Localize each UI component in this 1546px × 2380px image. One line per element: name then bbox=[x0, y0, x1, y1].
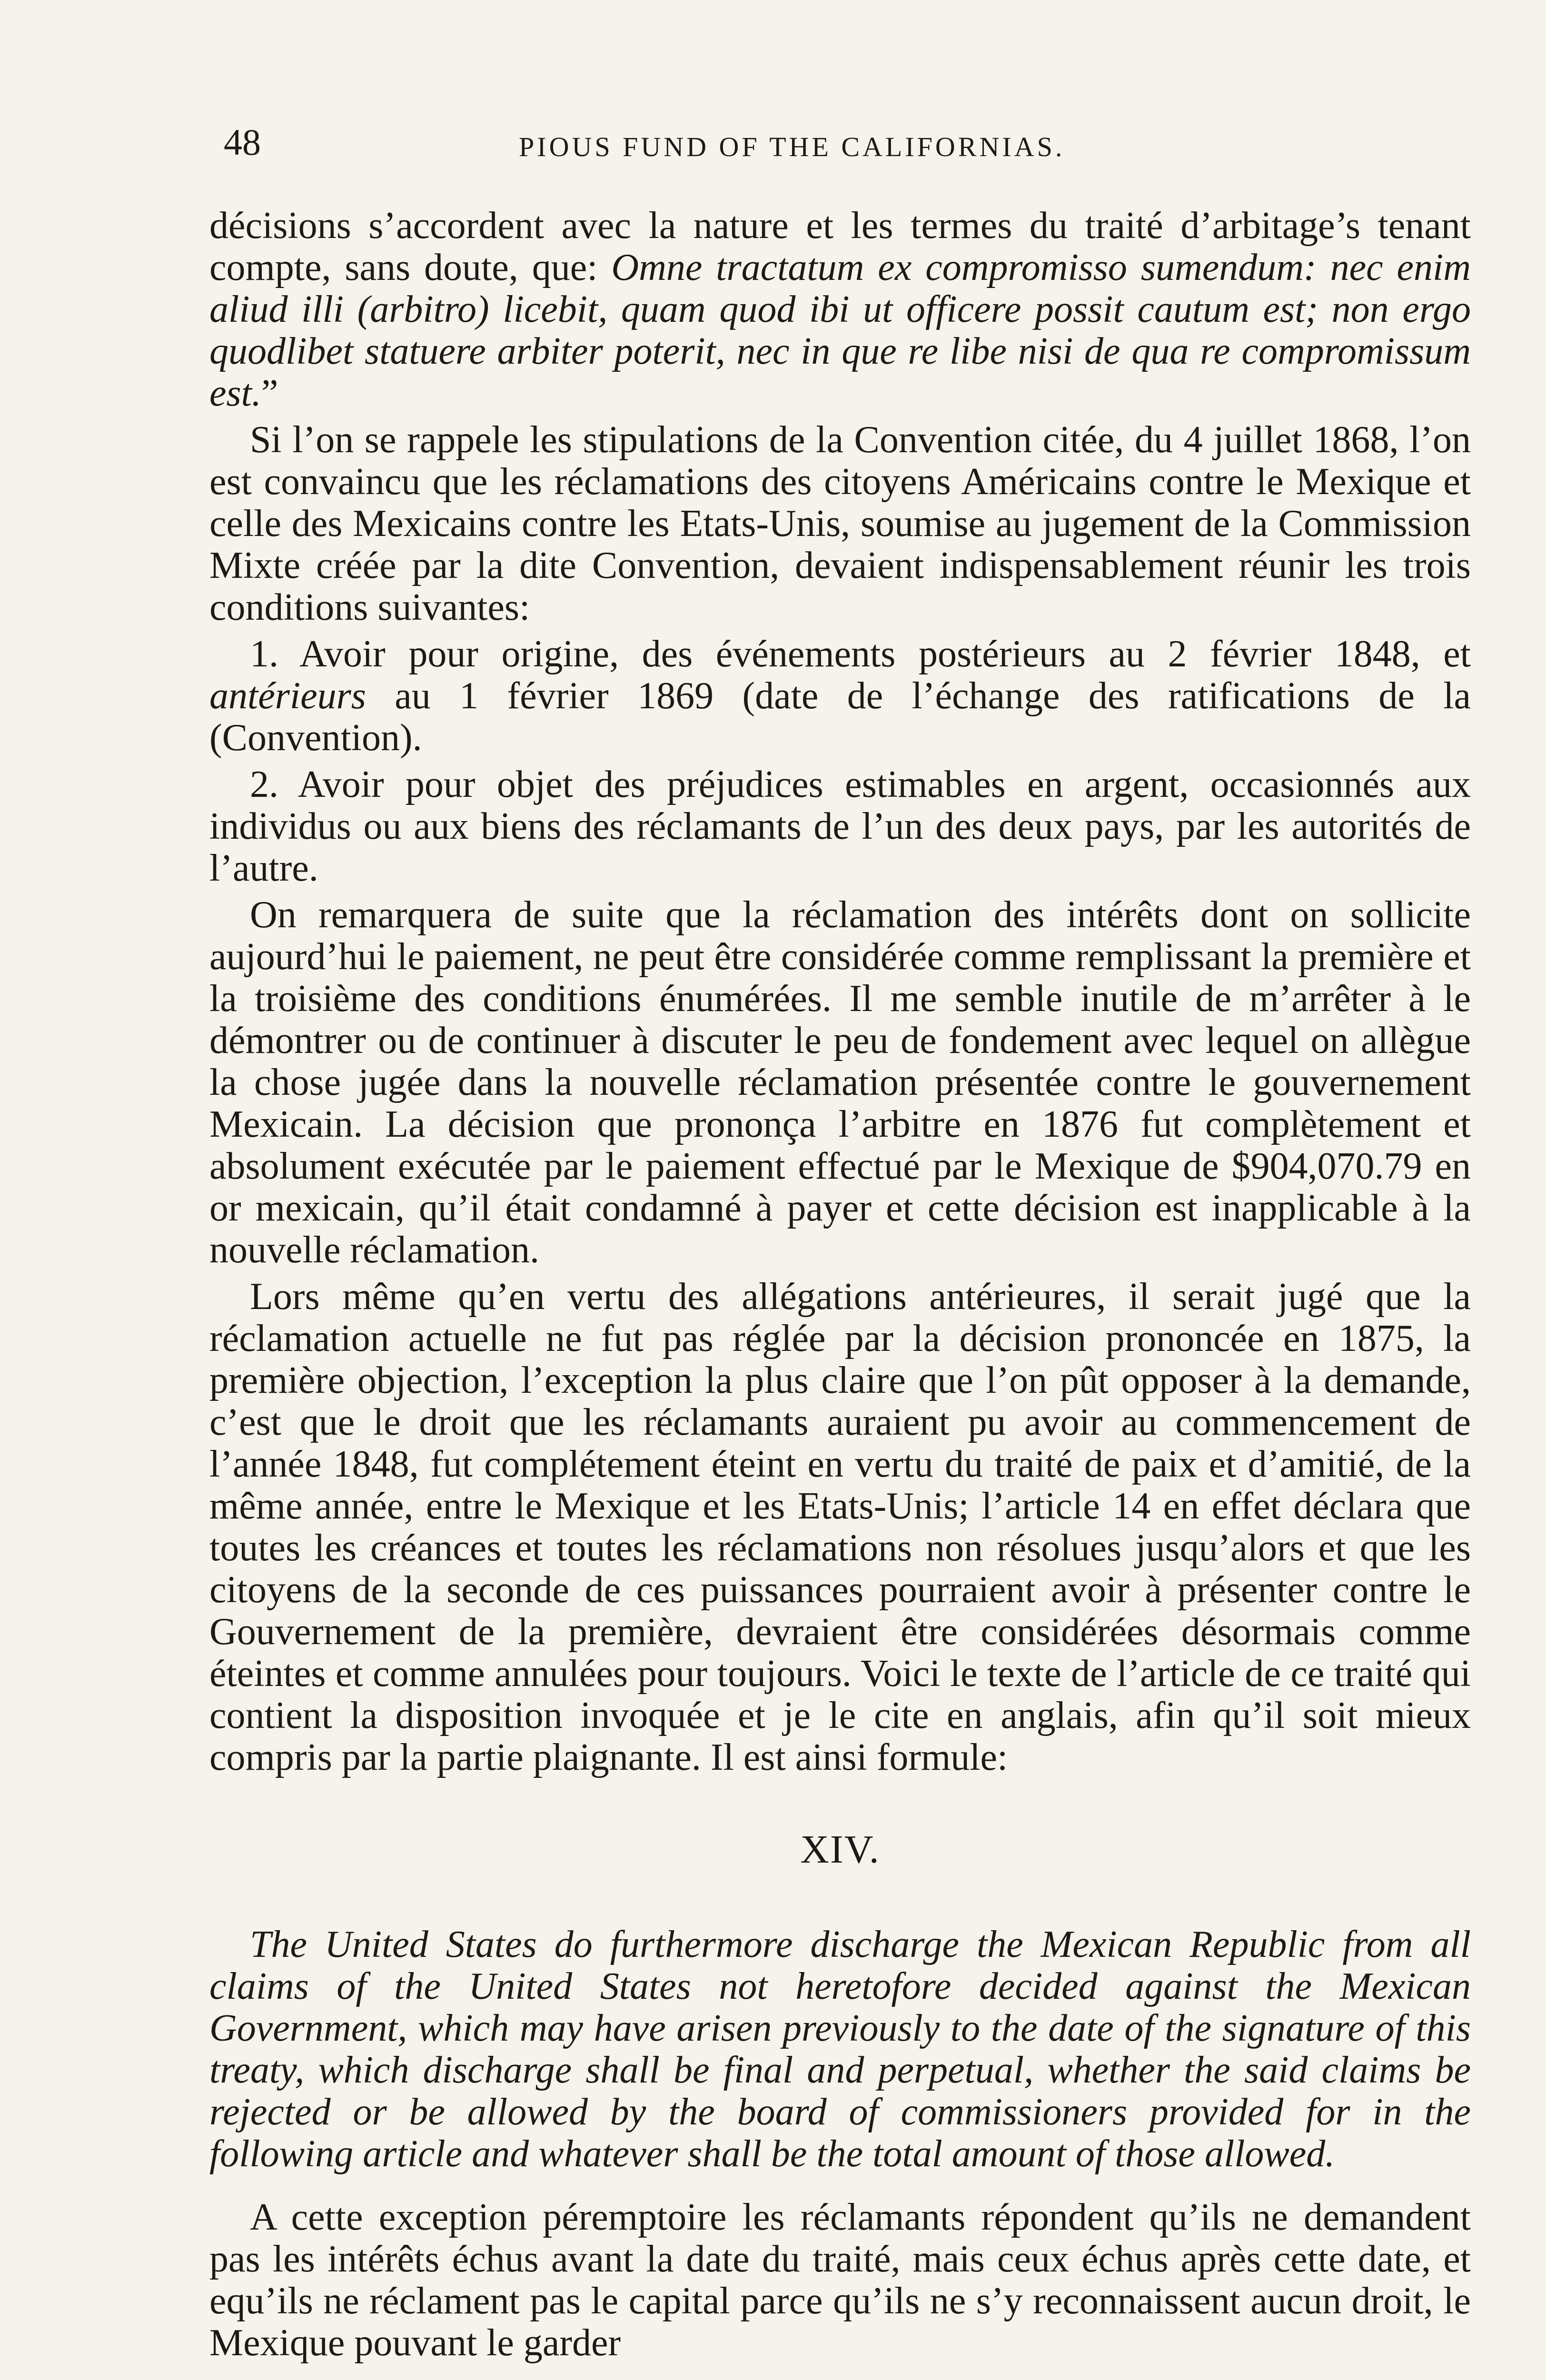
latin-quote: Omne tractatum ex compromisso sumendum: nec enim aliud illi (arbitro) licebit, quam quod ibi ut officere possit cautum est; non ergo quodlibet statuere arbiter poterit, nec in que re libe nisi de qua re compromissum est. bbox=[209, 247, 1471, 414]
main-text-column bbox=[209, 205, 1471, 2380]
paragraph-2: Si l’on se rappele les stipulations de la Convention citée, du 4 juillet 1868, l’on est convaincu que les réclamations des citoyens Américains contre le Mexique et celle des Mexicains contre les Etats-Unis, soumise au jugement de la Commission Mixte créée par la dite Convention, devaient indispensablement réunir les trois conditions suivantes: bbox=[209, 419, 1471, 628]
paragraph-1 bbox=[209, 205, 1471, 414]
paragraph-1-intro: décisions s’accordent avec la nature et les termes du traité d’arbitage’s tenant compte, sans doute, que: bbox=[209, 205, 1471, 288]
paragraph-5: On remarquera de suite que la réclamation des intérêts dont on sollicite aujourd’hui le paiement, ne peut être considérée comme remplissant la première et la troisième des conditions énumérées. Il me semble inutile de m’arrêter à le démontrer ou de continuer à discuter le peu de fondement avec lequel on allègue la chose jugée dans la nouvelle réclamation présentée contre le gouvernement Mexicain. La décision que prononça l’arbitre en 1876 fut complètement et absolument exécutée par le paiement effectué par le Mexique de $904,070.79 en or mexicain, qu’il était condamné à payer et cette décision est inapplicable à la nouvelle réclamation. bbox=[209, 894, 1471, 1271]
section-heading: XIV. bbox=[800, 1827, 880, 1872]
paragraph-6: Lors même qu’en vertu des allégations antérieures, il serait jugé que la réclamation actuelle ne fut pas réglée par la décision prononcée en 1875, la première objection, l’exception la plus claire que l’on pût opposer à la demande, c’est que le droit que les réclamants auraient pu avoir au commencement de l’année 1848, fut complétement éteint en vertu du traité de paix et d’amitié, de la même année, entre le Mexique et les Etats-Unis; l’article 14 en effet déclara que toutes les créances et toutes les réclamations non résolues jusqu’alors et que les citoyens de la seconde de ces puissances pourraient avoir à présenter contre le Gouvernement de la première, devraient être considérées désormais comme éteintes et comme annulées pour toujours. Voici le texte de l’article de ce traité qui contient la disposition invoquée et je le cite en anglais, afin qu’il soit mieux compris par la partie plaignante. Il est ainsi formule: bbox=[209, 1276, 1471, 1778]
page-number: 48 bbox=[224, 121, 261, 163]
running-head: PIOUS FUND OF THE CALIFORNIAS. bbox=[519, 131, 1065, 162]
paragraph-3-prefix: 1. Avoir pour origine, des événements postérieurs au 2 février 1848, et bbox=[250, 633, 1471, 675]
paragraph-4: 2. Avoir pour objet des préjudices estimables en argent, occasionnés aux individus ou aux biens des réclamants de l’un des deux pays, par les autorités de l’autre. bbox=[209, 764, 1471, 889]
paragraph-3-suffix: au 1 février 1869 (date de l’échange des ratifications de la (Convention). bbox=[209, 675, 1471, 759]
treaty-quote: The United States do furthermore discharge the Mexican Republic from all claims of the United States not heretofore decided against the Mexican Government, which may have arisen previously to the date of the signature of this treaty, which discharge shall be final and perpetual, whether the said claims be rejected or be allowed by the board of commissioners provided for in the following article and whatever shall be the total amount of those allowed. bbox=[209, 1924, 1471, 2175]
paragraph-7: A cette exception péremptoire les réclamants répondent qu’ils ne demandent pas les intérêts échus avant la date du traité, mais ceux échus après cette date, et equ’ils ne réclament pas le capital parce qu’ils ne s’y reconnaissent aucun droit, le Mexique pouvant le garder bbox=[209, 2196, 1471, 2364]
page-header bbox=[224, 121, 1471, 181]
paragraph-3 bbox=[209, 633, 1471, 759]
paragraph-1-end: ” bbox=[261, 372, 278, 414]
paragraph-3-italic: antérieurs bbox=[209, 675, 366, 717]
